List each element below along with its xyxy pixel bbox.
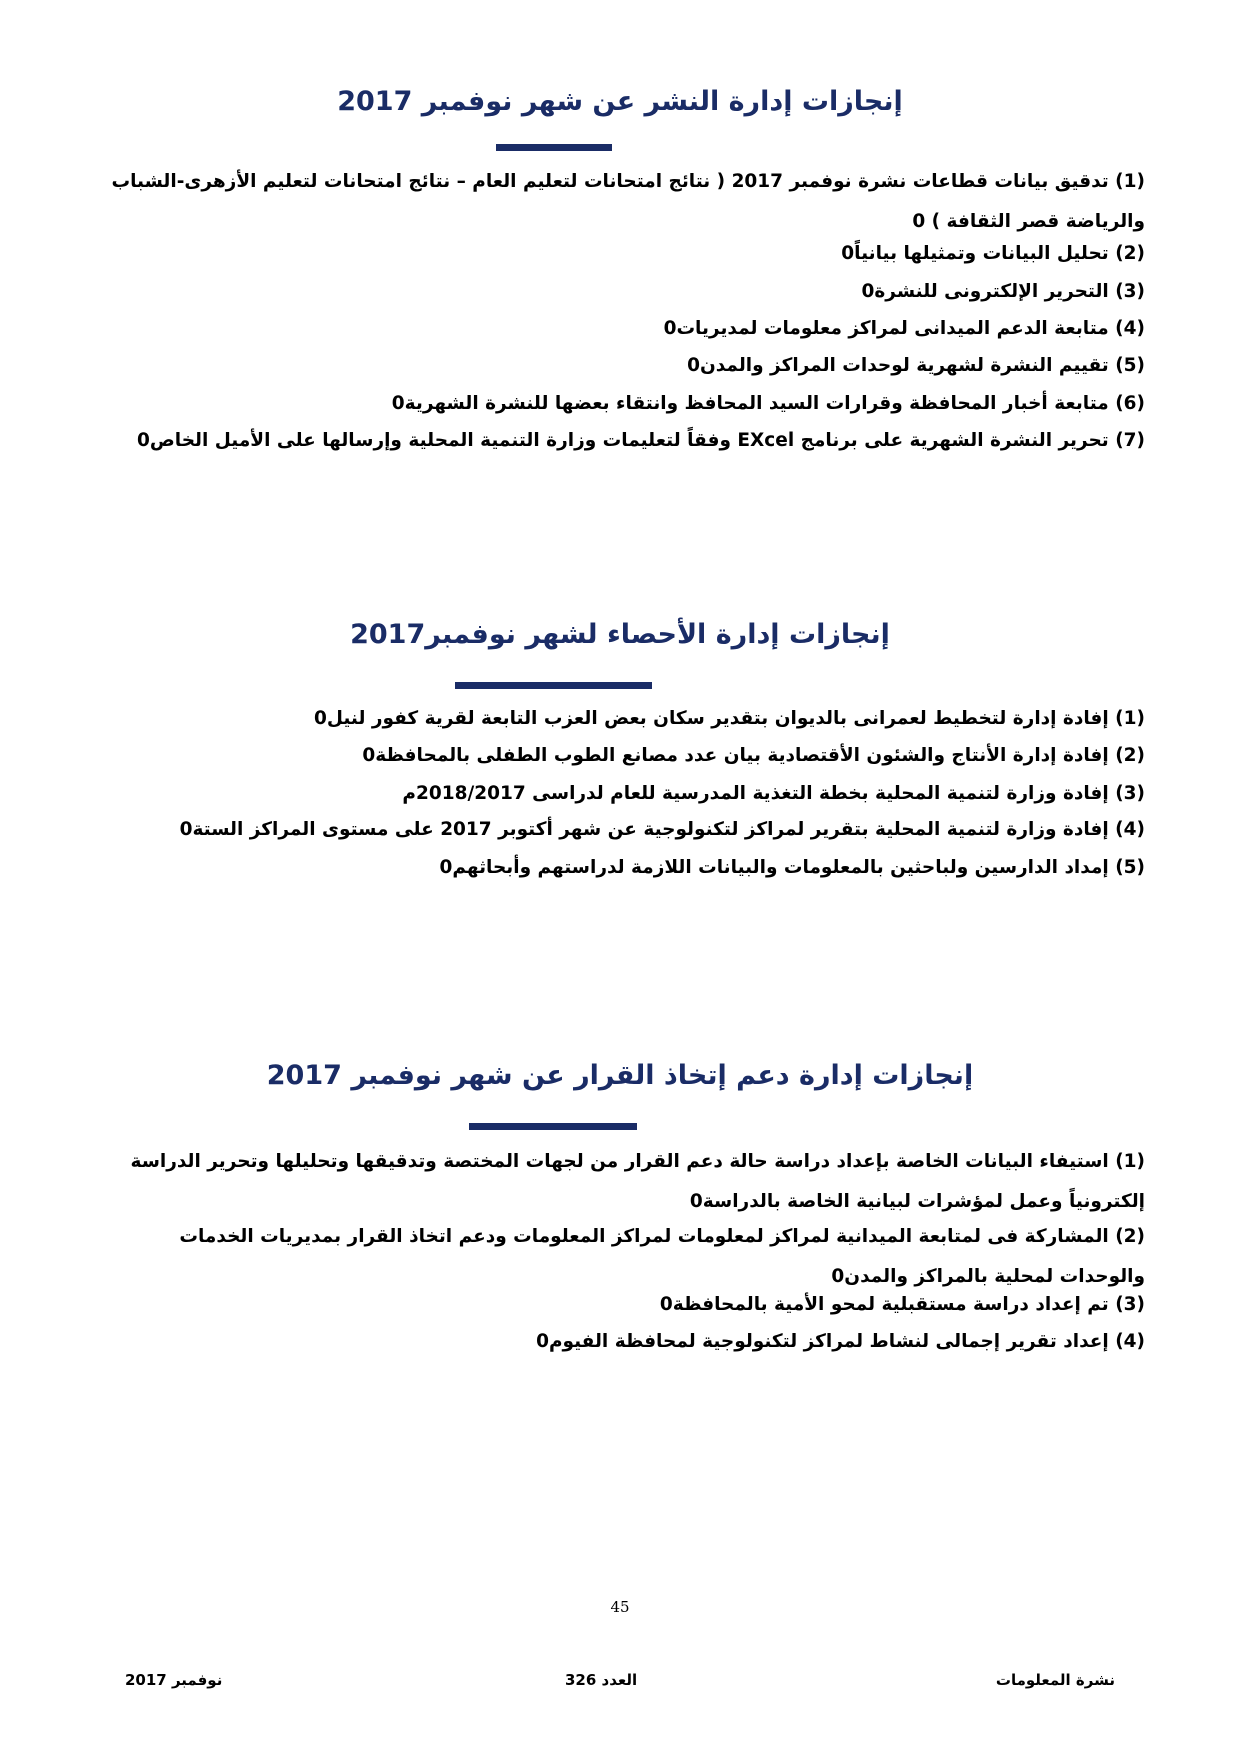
list-item: (3) التحرير الإلكترونى للنشرة0 [861, 281, 1145, 302]
list-item: (3) إفادة وزارة لتنمية المحلية بخطة التغذية المدرسية للعام لدراسى 2018/2017م [402, 783, 1145, 804]
section-title-publishing: إنجازات إدارة النشر عن شهر نوفمبر 2017 [337, 86, 903, 117]
list-item: (4) إعداد تقرير إجمالى لنشاط لمراكز لتكنولوجية لمحافظة الفيوم0 [536, 1331, 1145, 1352]
list-item: (2) تحليل البيانات وتمثيلها بيانياً0 [841, 243, 1145, 264]
footer-issue: العدد 326 [565, 1671, 638, 1689]
section-title-decision-support: إنجازات إدارة دعم إتخاذ القرار عن شهر نوفمبر 2017 [266, 1060, 974, 1091]
footer-date: نوفمبر 2017 [125, 1671, 223, 1689]
list-item: (5) تقييم النشرة لشهرية لوحدات المراكز والمدن0 [687, 355, 1145, 376]
list-item: (1) إفادة إدارة لتخطيط لعمرانى بالديوان بتقدير سكان بعض العزب التابعة لقرية كفور لنيل0 [313, 708, 1145, 729]
section-title-statistics: إنجازات إدارة الأحصاء لشهر نوفمبر2017 [350, 619, 890, 650]
list-item: (1) استيفاء البيانات الخاصة بإعداد دراسة حالة دعم القرار من لجهات المختصة وتدقيقها وتحليلها وتحرير الدراسة إلكترونياً وعمل لمؤشرات لبيانية الخاصة بالدراسة0 [130, 1151, 1145, 1212]
page-number: 45 [610, 1598, 630, 1616]
list-item: (4) إفادة وزارة لتنمية المحلية بتقرير لمراكز لتكنولوجية عن شهر أكتوبر 2017 على مستوى المراكز الستة0 [179, 819, 1145, 840]
footer-publication: نشرة المعلومات [995, 1671, 1115, 1689]
title-underline [496, 144, 612, 151]
list-item: (2) المشاركة فى لمتابعة الميدانية لمراكز لمعلومات لمراكز المعلومات ودعم اتخاذ القرار بمديريات الخدمات والوحدات لمحلية بالمراكز والمدن0 [179, 1226, 1145, 1287]
list-item: (4) متابعة الدعم الميدانى لمراكز معلومات لمديريات0 [663, 318, 1145, 339]
list-item: (5) إمداد الدارسين ولباحثين بالمعلومات والبيانات اللازمة لدراستهم وأبحاثهم0 [439, 857, 1145, 878]
list-item: (7) تحرير النشرة الشهرية على برنامج EXcel وفقاً لتعليمات وزارة التنمية المحلية وإرسالها على الأميل الخاص0 [137, 430, 1145, 451]
title-underline [469, 1123, 637, 1130]
list-item: (6) متابعة أخبار المحافظة وقرارات السيد المحافظ وانتقاء بعضها للنشرة الشهرية0 [391, 393, 1145, 414]
list-item: (1) تدقيق بيانات قطاعات نشرة نوفمبر 2017 ( نتائج امتحانات لتعليم العام – نتائج امتحانات لتعليم الأزهرى-الشباب والرياضة قصر الثقافة ) 0 [111, 171, 1145, 232]
list-item: (2) إفادة إدارة الأنتاج والشئون الأقتصادية بيان عدد مصانع الطوب الطفلى بالمحافظة0 [362, 745, 1145, 766]
title-underline [455, 682, 652, 689]
list-item: (3) تم إعداد دراسة مستقبلية لمحو الأمية بالمحافظة0 [659, 1294, 1145, 1315]
